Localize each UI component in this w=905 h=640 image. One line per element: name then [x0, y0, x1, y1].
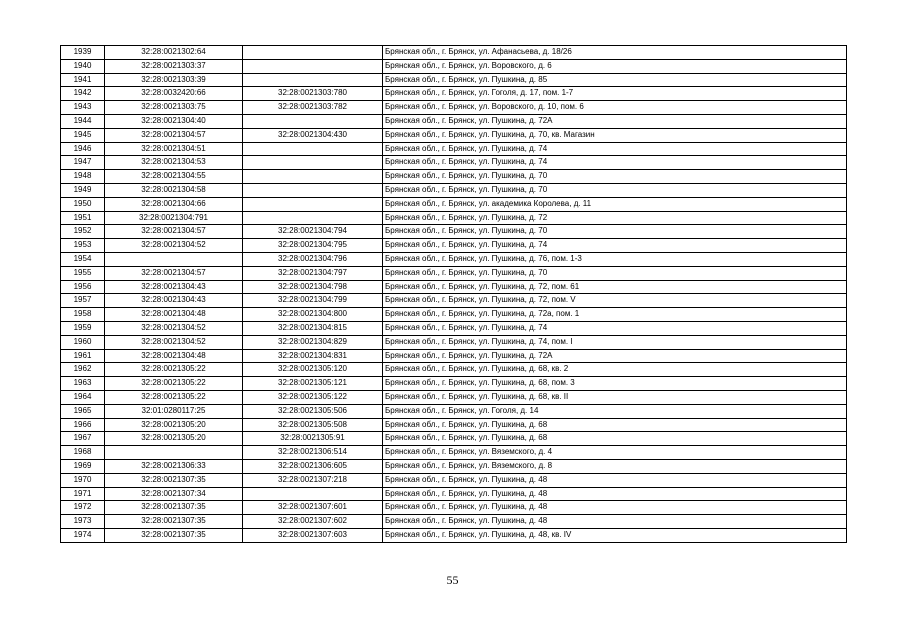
- cadastral-number-cell: 32:28:0021304:52: [105, 335, 243, 349]
- object-cadastral-number-cell: 32:28:0021304:795: [243, 239, 383, 253]
- table-row: [61, 128, 847, 142]
- row-number-cell: 1966: [61, 418, 105, 432]
- cadastral-number-cell: 32:28:0021307:34: [105, 487, 243, 501]
- table-row: [61, 114, 847, 128]
- table-row: [61, 321, 847, 335]
- cadastral-number-cell: 32:28:0021302:64: [105, 46, 243, 60]
- table-row: [61, 446, 847, 460]
- row-number-cell: 1968: [61, 446, 105, 460]
- address-cell: Брянская обл., г. Брянск, ул. Пушкина, д. 48: [383, 515, 847, 529]
- table-row: [61, 211, 847, 225]
- address-cell: Брянская обл., г. Брянск, ул. Пушкина, д. 48, кв. IV: [383, 528, 847, 542]
- row-number-cell: 1955: [61, 266, 105, 280]
- address-cell: Брянская обл., г. Брянск, ул. Пушкина, д. 68: [383, 418, 847, 432]
- address-cell: Брянская обл., г. Брянск, ул. Пушкина, д. 72, пом. V: [383, 294, 847, 308]
- row-number-cell: 1953: [61, 239, 105, 253]
- address-cell: Брянская обл., г. Брянск, ул. Афанасьева, д. 18/26: [383, 46, 847, 60]
- row-number-cell: 1943: [61, 101, 105, 115]
- cadastral-number-cell: 32:28:0021304:48: [105, 308, 243, 322]
- row-number-cell: 1961: [61, 349, 105, 363]
- table-row: [61, 432, 847, 446]
- cadastral-number-cell: 32:28:0021304:57: [105, 266, 243, 280]
- address-cell: Брянская обл., г. Брянск, ул. Пушкина, д. 76, пом. 1-3: [383, 252, 847, 266]
- address-cell: Брянская обл., г. Брянск, ул. Пушкина, д. 48: [383, 501, 847, 515]
- row-number-cell: 1941: [61, 73, 105, 87]
- address-cell: Брянская обл., г. Брянск, ул. Пушкина, д. 68, кв. II: [383, 390, 847, 404]
- object-cadastral-number-cell: 32:28:0021304:796: [243, 252, 383, 266]
- object-cadastral-number-cell: 32:28:0021304:797: [243, 266, 383, 280]
- address-cell: Брянская обл., г. Брянск, ул. Пушкина, д. 70: [383, 170, 847, 184]
- row-number-cell: 1940: [61, 59, 105, 73]
- address-cell: Брянская обл., г. Брянск, ул. Пушкина, д. 70: [383, 183, 847, 197]
- address-cell: Брянская обл., г. Брянск, ул. Пушкина, д. 70: [383, 225, 847, 239]
- object-cadastral-number-cell: 32:28:0021307:218: [243, 473, 383, 487]
- object-cadastral-number-cell: 32:28:0021303:780: [243, 87, 383, 101]
- cadastral-number-cell: 32:28:0021307:35: [105, 501, 243, 515]
- object-cadastral-number-cell: [243, 156, 383, 170]
- row-number-cell: 1942: [61, 87, 105, 101]
- row-number-cell: 1972: [61, 501, 105, 515]
- address-cell: Брянская обл., г. Брянск, ул. Пушкина, д. 74, пом. I: [383, 335, 847, 349]
- address-cell: Брянская обл., г. Брянск, ул. Пушкина, д. 70, кв. Магазин: [383, 128, 847, 142]
- table-row: [61, 170, 847, 184]
- object-cadastral-number-cell: 32:28:0021304:798: [243, 280, 383, 294]
- table-row: [61, 473, 847, 487]
- row-number-cell: 1957: [61, 294, 105, 308]
- address-cell: Брянская обл., г. Брянск, ул. Вяземского, д. 8: [383, 459, 847, 473]
- cadastral-number-cell: [105, 252, 243, 266]
- table-row: [61, 87, 847, 101]
- table-row: [61, 515, 847, 529]
- registry-table: [60, 45, 847, 543]
- table-row: [61, 363, 847, 377]
- cadastral-number-cell: 32:28:0021304:55: [105, 170, 243, 184]
- table-row: [61, 390, 847, 404]
- table-row: [61, 294, 847, 308]
- object-cadastral-number-cell: 32:28:0021304:799: [243, 294, 383, 308]
- object-cadastral-number-cell: 32:28:0021304:829: [243, 335, 383, 349]
- cadastral-number-cell: 32:28:0021304:51: [105, 142, 243, 156]
- address-cell: Брянская обл., г. Брянск, ул. Пушкина, д. 70: [383, 266, 847, 280]
- row-number-cell: 1958: [61, 308, 105, 322]
- address-cell: Брянская обл., г. Брянск, ул. Пушкина, д. 68: [383, 432, 847, 446]
- object-cadastral-number-cell: 32:28:0021306:605: [243, 459, 383, 473]
- address-cell: Брянская обл., г. Брянск, ул. Пушкина, д. 48: [383, 487, 847, 501]
- address-cell: Брянская обл., г. Брянск, ул. Пушкина, д. 72а, пом. 1: [383, 308, 847, 322]
- cadastral-number-cell: 32:28:0021303:37: [105, 59, 243, 73]
- address-cell: Брянская обл., г. Брянск, ул. Пушкина, д. 72: [383, 211, 847, 225]
- object-cadastral-number-cell: [243, 114, 383, 128]
- address-cell: Брянская обл., г. Брянск, ул. Пушкина, д. 85: [383, 73, 847, 87]
- cadastral-number-cell: 32:28:0021304:52: [105, 321, 243, 335]
- table-row: [61, 280, 847, 294]
- row-number-cell: 1954: [61, 252, 105, 266]
- cadastral-number-cell: 32:28:0021305:20: [105, 432, 243, 446]
- object-cadastral-number-cell: 32:28:0021304:794: [243, 225, 383, 239]
- table-row: [61, 528, 847, 542]
- cadastral-number-cell: 32:28:0021304:57: [105, 225, 243, 239]
- table-row: [61, 459, 847, 473]
- address-cell: Брянская обл., г. Брянск, ул. Пушкина, д. 74: [383, 321, 847, 335]
- address-cell: Брянская обл., г. Брянск, ул. Пушкина, д. 68, пом. 3: [383, 377, 847, 391]
- object-cadastral-number-cell: 32:28:0021304:430: [243, 128, 383, 142]
- row-number-cell: 1956: [61, 280, 105, 294]
- row-number-cell: 1969: [61, 459, 105, 473]
- cadastral-number-cell: 32:28:0021303:39: [105, 73, 243, 87]
- row-number-cell: 1947: [61, 156, 105, 170]
- row-number-cell: 1951: [61, 211, 105, 225]
- table-row: [61, 349, 847, 363]
- row-number-cell: 1944: [61, 114, 105, 128]
- cadastral-number-cell: 32:28:0021304:58: [105, 183, 243, 197]
- table-row: [61, 197, 847, 211]
- table-row: [61, 239, 847, 253]
- object-cadastral-number-cell: 32:28:0021307:602: [243, 515, 383, 529]
- cadastral-number-cell: 32:28:0021304:40: [105, 114, 243, 128]
- table-row: [61, 501, 847, 515]
- row-number-cell: 1952: [61, 225, 105, 239]
- address-cell: Брянская обл., г. Брянск, ул. Гоголя, д. 17, пом. 1-7: [383, 87, 847, 101]
- table-row: [61, 266, 847, 280]
- cadastral-number-cell: 32:28:0021307:35: [105, 528, 243, 542]
- object-cadastral-number-cell: 32:28:0021307:603: [243, 528, 383, 542]
- row-number-cell: 1950: [61, 197, 105, 211]
- cadastral-number-cell: 32:28:0021305:22: [105, 377, 243, 391]
- address-cell: Брянская обл., г. Брянск, ул. Пушкина, д. 74: [383, 156, 847, 170]
- address-cell: Брянская обл., г. Брянск, ул. Пушкина, д. 72, пом. 61: [383, 280, 847, 294]
- table-row: [61, 73, 847, 87]
- registry-table-body: [61, 46, 847, 543]
- object-cadastral-number-cell: 32:28:0021307:601: [243, 501, 383, 515]
- object-cadastral-number-cell: 32:28:0021303:782: [243, 101, 383, 115]
- cadastral-number-cell: 32:28:0021305:22: [105, 363, 243, 377]
- cadastral-number-cell: 32:28:0021304:791: [105, 211, 243, 225]
- cadastral-number-cell: 32:28:0021305:20: [105, 418, 243, 432]
- row-number-cell: 1948: [61, 170, 105, 184]
- object-cadastral-number-cell: 32:28:0021305:508: [243, 418, 383, 432]
- row-number-cell: 1965: [61, 404, 105, 418]
- object-cadastral-number-cell: [243, 46, 383, 60]
- cadastral-number-cell: 32:28:0021307:35: [105, 515, 243, 529]
- cadastral-number-cell: 32:28:0021305:22: [105, 390, 243, 404]
- row-number-cell: 1939: [61, 46, 105, 60]
- object-cadastral-number-cell: [243, 59, 383, 73]
- table-row: [61, 183, 847, 197]
- row-number-cell: 1963: [61, 377, 105, 391]
- table-row: [61, 404, 847, 418]
- cadastral-number-cell: 32:28:0021304:53: [105, 156, 243, 170]
- object-cadastral-number-cell: 32:28:0021305:122: [243, 390, 383, 404]
- address-cell: Брянская обл., г. Брянск, ул. Пушкина, д. 72А: [383, 114, 847, 128]
- address-cell: Брянская обл., г. Брянск, ул. Пушкина, д. 72А: [383, 349, 847, 363]
- cadastral-number-cell: 32:28:0021304:43: [105, 294, 243, 308]
- address-cell: Брянская обл., г. Брянск, ул. Вяземского, д. 4: [383, 446, 847, 460]
- row-number-cell: 1962: [61, 363, 105, 377]
- address-cell: Брянская обл., г. Брянск, ул. Гоголя, д. 14: [383, 404, 847, 418]
- row-number-cell: 1970: [61, 473, 105, 487]
- object-cadastral-number-cell: [243, 211, 383, 225]
- object-cadastral-number-cell: [243, 487, 383, 501]
- object-cadastral-number-cell: 32:28:0021304:800: [243, 308, 383, 322]
- row-number-cell: 1945: [61, 128, 105, 142]
- table-row: [61, 156, 847, 170]
- row-number-cell: 1973: [61, 515, 105, 529]
- object-cadastral-number-cell: 32:28:0021304:815: [243, 321, 383, 335]
- cadastral-number-cell: 32:28:0021307:35: [105, 473, 243, 487]
- table-row: [61, 59, 847, 73]
- cadastral-number-cell: 32:28:0021304:43: [105, 280, 243, 294]
- row-number-cell: 1946: [61, 142, 105, 156]
- object-cadastral-number-cell: [243, 170, 383, 184]
- cadastral-number-cell: [105, 446, 243, 460]
- object-cadastral-number-cell: [243, 142, 383, 156]
- address-cell: Брянская обл., г. Брянск, ул. академика Королева, д. 11: [383, 197, 847, 211]
- row-number-cell: 1960: [61, 335, 105, 349]
- cadastral-number-cell: 32:28:0021304:66: [105, 197, 243, 211]
- cadastral-number-cell: 32:28:0021303:75: [105, 101, 243, 115]
- address-cell: Брянская обл., г. Брянск, ул. Пушкина, д. 48: [383, 473, 847, 487]
- cadastral-number-cell: 32:01:0280117:25: [105, 404, 243, 418]
- object-cadastral-number-cell: 32:28:0021305:120: [243, 363, 383, 377]
- page-number: 55: [446, 573, 459, 587]
- table-row: [61, 101, 847, 115]
- cadastral-number-cell: 32:28:0021304:48: [105, 349, 243, 363]
- table-row: [61, 377, 847, 391]
- address-cell: Брянская обл., г. Брянск, ул. Пушкина, д. 68, кв. 2: [383, 363, 847, 377]
- address-cell: Брянская обл., г. Брянск, ул. Воровского, д. 10, пом. 6: [383, 101, 847, 115]
- row-number-cell: 1971: [61, 487, 105, 501]
- table-row: [61, 308, 847, 322]
- cadastral-number-cell: 32:28:0021304:57: [105, 128, 243, 142]
- cadastral-number-cell: 32:28:0021304:52: [105, 239, 243, 253]
- table-row: [61, 225, 847, 239]
- object-cadastral-number-cell: [243, 197, 383, 211]
- row-number-cell: 1949: [61, 183, 105, 197]
- address-cell: Брянская обл., г. Брянск, ул. Пушкина, д. 74: [383, 142, 847, 156]
- object-cadastral-number-cell: 32:28:0021305:121: [243, 377, 383, 391]
- table-row: [61, 418, 847, 432]
- row-number-cell: 1974: [61, 528, 105, 542]
- row-number-cell: 1959: [61, 321, 105, 335]
- object-cadastral-number-cell: 32:28:0021304:831: [243, 349, 383, 363]
- object-cadastral-number-cell: [243, 183, 383, 197]
- cadastral-number-cell: 32:28:0021306:33: [105, 459, 243, 473]
- cadastral-number-cell: 32:28:0032420:66: [105, 87, 243, 101]
- object-cadastral-number-cell: 32:28:0021305:91: [243, 432, 383, 446]
- address-cell: Брянская обл., г. Брянск, ул. Воровского, д. 6: [383, 59, 847, 73]
- object-cadastral-number-cell: [243, 73, 383, 87]
- object-cadastral-number-cell: 32:28:0021305:506: [243, 404, 383, 418]
- row-number-cell: 1967: [61, 432, 105, 446]
- table-row: [61, 335, 847, 349]
- table-row: [61, 142, 847, 156]
- table-row: [61, 487, 847, 501]
- row-number-cell: 1964: [61, 390, 105, 404]
- address-cell: Брянская обл., г. Брянск, ул. Пушкина, д. 74: [383, 239, 847, 253]
- table-row: [61, 46, 847, 60]
- table-row: [61, 252, 847, 266]
- object-cadastral-number-cell: 32:28:0021306:514: [243, 446, 383, 460]
